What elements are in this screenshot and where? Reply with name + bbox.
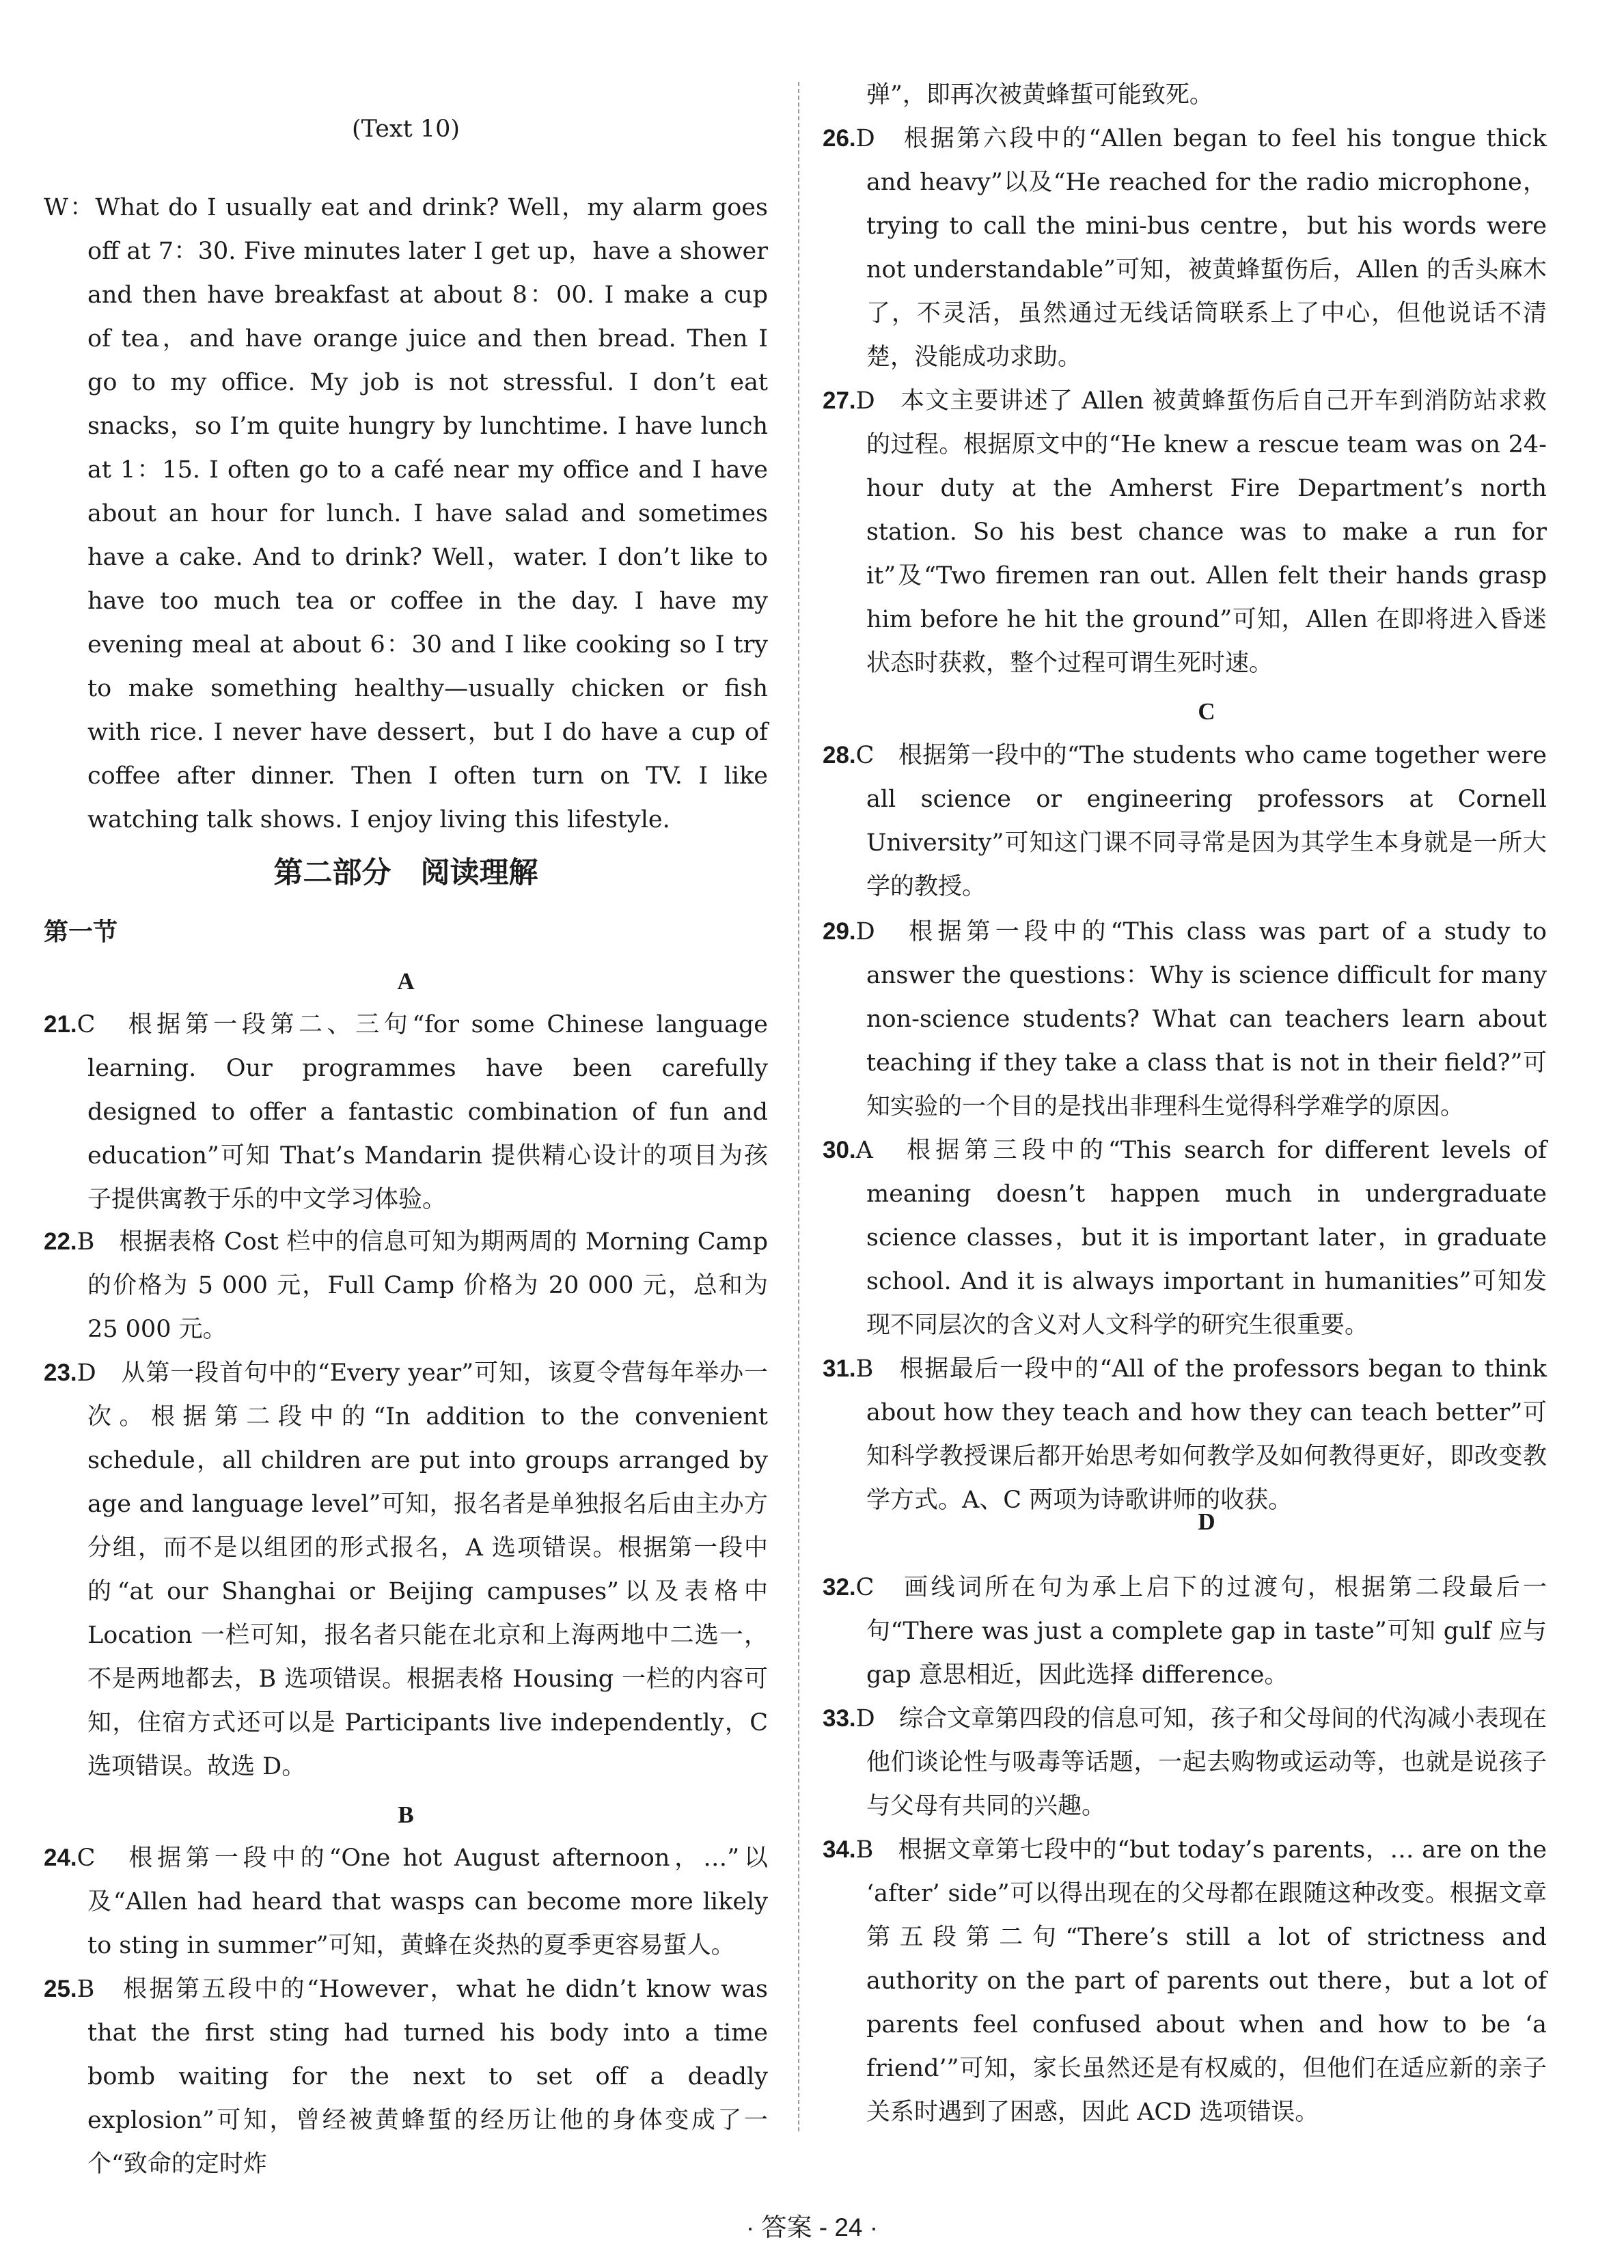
answer-26-text: D 根据第六段中的“Allen began to feel his tongue thick and heavy”以及“He reached for the radio microphone，trying to call the mini-bus centre，but his words were not understandable”可知，被黄蜂蜇伤后，Allen 的舌头麻木了，不灵活，虽然通过无线话筒联系上了中心，但他说话不清楚，没能成功求助。: [855, 125, 1547, 371]
text10-body: W：What do I usually eat and drink? Well，my alarm goes off at 7：30. Five minutes later I get up，have a shower and then have breakfast at about 8：00. I make a cup of tea，and have orange juice and then bread. Then I go to my office. My job is not stressful. I don’t eat snacks，so I’m quite hungry by lunchtime. I have lunch at 1：15. I often go to a café near my office and I have about an hour for lunch. I have salad and sometimes have a cake. And to drink? Well，water. I don’t like to have too much tea or coffee in the day. I have my evening meal at about 6：30 and I like cooking so I try to make something healthy—usually chicken or fish with rice. I never have dessert，but I do have a cup of coffee after dinner. Then I often turn on TV. I like watching talk shows. I enjoy living this lifestyle.: [44, 194, 768, 833]
answer-29: [823, 910, 1547, 1129]
answer-24-text: C 根据第一段中的“One hot August afternoon，…”以及“Allen had heard that wasps can become more likely to sting in summer”可知，黄蜂在炎热的夏季更容易蜇人。: [77, 1844, 768, 1959]
answer-31-text: B 根据最后一段中的“All of the professors began to think about how they teach and how they can teach better”可知科学教授课后都开始思考如何教学及如何教得更好，即改变教学方式。A、C 两项为诗歌讲师的收获。: [855, 1355, 1547, 1514]
answer-24: [44, 1836, 768, 1967]
answer-33-number: 33.: [823, 1705, 856, 1732]
passage-b-heading: B: [398, 1801, 414, 1828]
answer-26: [823, 117, 1547, 379]
answer-31-number: 31.: [823, 1355, 856, 1382]
answer-34: [823, 1828, 1547, 2134]
column-divider: [798, 82, 799, 2131]
passage-c-heading: C: [1198, 698, 1215, 725]
part-title: 第二部分 阅读理解: [273, 857, 538, 889]
answer-34-number: 34.: [823, 1836, 856, 1863]
answer-25-continued: 弹”，即再次被黄蜂蜇可能致死。: [866, 81, 1213, 109]
answer-28-text: C 根据第一段中的“The students who came together were all science or engineering professors at Cornell University”可知这门课不同寻常是因为其学生本身就是一所大学的教授。: [855, 742, 1547, 900]
answer-22-text: B 根据表格 Cost 栏中的信息可知为期两周的 Morning Camp 的价格为 5 000 元，Full Camp 价格为 20 000 元，总和为 25 000 元。: [77, 1228, 768, 1343]
answer-23: [44, 1351, 768, 1788]
answer-34-text: B 根据文章第七段中的“but today’s parents，… are on the ‘after’ side”可以得出现在的父母都在跟随这种改变。根据文章第五段第二句“There’s still a lot of strictness and authority on the part of parents out there，but a lot of parents feel confused about when and how to be ‘a friend’”可知，家长虽然还是有权威的，但他们在适应新的亲子关系时遇到了困惑，因此 ACD 选项错误。: [855, 1836, 1547, 2126]
page-footer: · 答案 - 24 ·: [745, 2213, 879, 2241]
answer-27-number: 27.: [823, 387, 856, 414]
answer-21-text: C 根据第一段第二、三句“for some Chinese language learning. Our programmes have been carefully designed to offer a fantastic combination of fun and education”可知 That’s Mandarin 提供精心设计的项目为孩子提供寓教于乐的中文学习体验。: [77, 1011, 768, 1213]
answer-26-number: 26.: [823, 125, 856, 152]
answer-22-number: 22.: [44, 1228, 77, 1255]
answer-25-text: B 根据第五段中的“However，what he didn’t know was that the first sting had turned his body into a time bomb waiting for the next to set off a deadly explosion”可知，曾经被黄蜂蜇的经历让他的身体变成了一个“致命的定时炸: [77, 1976, 768, 2178]
answer-27: [823, 379, 1547, 685]
section-one-heading: 第一节: [44, 917, 118, 945]
answer-31: [823, 1347, 1547, 1522]
passage-a-heading: A: [397, 968, 415, 995]
answer-30-number: 30.: [823, 1137, 856, 1163]
answer-21: [44, 1003, 768, 1221]
answer-30-text: A 根据第三段中的“This search for different levels of meaning doesn’t happen much in undergraduate science classes，but it is important later，in graduate school. And it is always important in humanities”可知发现不同层次的含义对人文科学的研究生很重要。: [855, 1137, 1547, 1339]
answer-30: [823, 1129, 1547, 1347]
answer-27-text: D 本文主要讲述了 Allen 被黄蜂蜇伤后自己开车到消防站求救的过程。根据原文中的“He knew a rescue team was on 24-hour duty at the Amherst Fire Department’s north station. So his best chance was to make a run for it”及“Two firemen ran out. Allen felt their hands grasp him before he hit the ground”可知，Allen 在即将进入昏迷状态时获救，整个过程可谓生死时速。: [855, 387, 1547, 677]
answer-28-number: 28.: [823, 742, 856, 769]
answer-32-number: 32.: [823, 1574, 856, 1601]
answer-23-number: 23.: [44, 1359, 77, 1386]
answer-29-text: D 根据第一段中的“This class was part of a study to answer the questions：Why is science difficult for many non-science students? What can teachers learn about teaching if they take a class that is not in their field?”可知实验的一个目的是找出非理科生觉得科学难学的原因。: [855, 918, 1547, 1120]
answer-22: [44, 1220, 768, 1351]
answer-21-number: 21.: [44, 1011, 77, 1038]
text10-heading: (Text 10): [351, 115, 460, 143]
answer-32: [823, 1566, 1547, 1697]
answer-23-text: D 从第一段首句中的“Every year”可知，该夏令营每年举办一次。根据第二段中的“In addition to the convenient schedule，all children are put into groups arranged by age and language level”可知，报名者是单独报名后由主办方分组，而不是以组团的形式报名，A 选项错误。根据第一段中的“at our Shanghai or Beijing campuses”以及表格中 Location 一栏可知，报名者只能在北京和上海两地中二选一，不是两地都去，B 选项错误。根据表格 Housing 一栏的内容可知，住宿方式还可以是 Participants live independently，C 选项错误。故选 D。: [77, 1359, 769, 1780]
answer-29-number: 29.: [823, 918, 856, 945]
answer-24-number: 24.: [44, 1844, 77, 1871]
answer-33-text: D 综合文章第四段的信息可知，孩子和父母间的代沟减小表现在他们谈论性与吸毒等话题，一起去购物或运动等，也就是说孩子与父母有共同的兴趣。: [855, 1705, 1547, 1820]
answer-25: [44, 1967, 768, 2186]
passage-d-heading: D: [1198, 1508, 1215, 1535]
answer-25-number: 25.: [44, 1976, 77, 2002]
answer-28: [823, 734, 1547, 909]
answer-32-text: C 画线词所在句为承上启下的过渡句，根据第二段最后一句“There was just a complete gap in taste”可知 gulf 应与 gap 意思相近，因此选择 difference。: [855, 1574, 1547, 1689]
answer-33: [823, 1697, 1547, 1828]
